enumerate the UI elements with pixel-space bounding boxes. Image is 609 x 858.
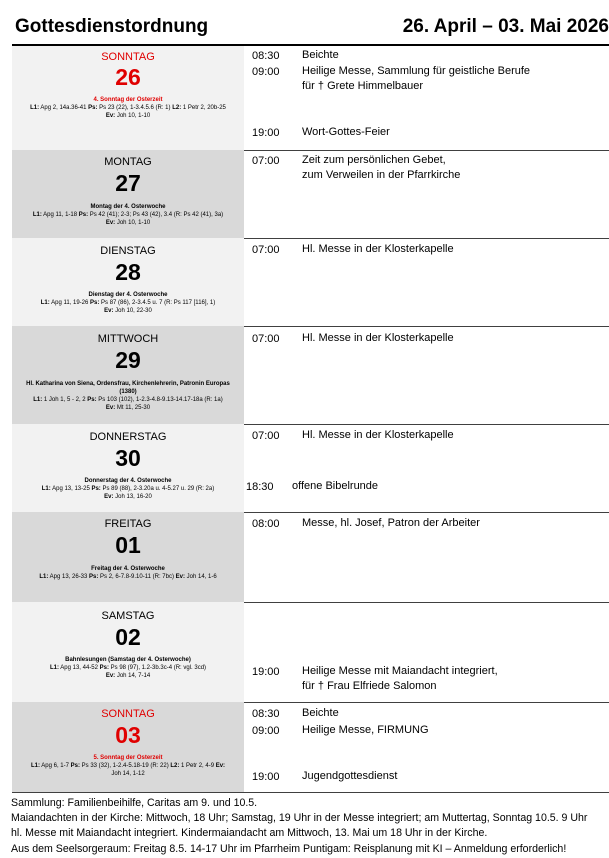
event-text-line: Messe, hl. Josef, Patron der Arbeiter [302, 517, 480, 529]
feast-name: Montag der 4. Osterwoche [90, 204, 166, 210]
reading-label: Ev: [104, 308, 114, 314]
reading-label: Ps: [91, 486, 101, 492]
readings [14, 573, 242, 581]
footer-line: hl. Messe mit Maiandacht integriert. Kindermaiandacht am Mittwoch, 13. Mai um 18 Uhr in der Kirche. [11, 827, 488, 840]
weekday-label: DONNERSTAG [89, 431, 167, 443]
reading-text: Apg 11, 19-26 [49, 300, 91, 306]
reading-text: Ps 23 (22), 1-3.4.5.6 (R: 1) [97, 105, 173, 111]
day-block [12, 46, 244, 150]
reading-line [14, 404, 242, 412]
reading-text: Apg 6, 1-7 [39, 763, 71, 769]
reading-label: L2: [172, 105, 182, 111]
event-text-line: Heilige Messe, FIRMUNG [302, 724, 429, 736]
weekday-label: SONNTAG [101, 708, 155, 720]
reading-label: Ev: [104, 494, 114, 500]
reading-text: Ps 103 (102), 1-2.3-4.8-9.13-14.17-18a (R: 1a) [96, 397, 223, 403]
row-divider [244, 702, 609, 703]
readings [14, 396, 242, 412]
event-text-line: Hl. Messe in der Klosterkapelle [302, 429, 454, 441]
reading-text: Apg 2, 14a.36-41 [39, 105, 89, 111]
reading-line [14, 396, 242, 404]
reading-line [14, 485, 242, 493]
reading-text: Ps 89 (88), 2-3.20a u. 4-5.27 u. 29 (R: 2a) [100, 486, 215, 492]
day-number: 27 [115, 170, 141, 196]
row-divider [12, 792, 609, 793]
reading-label: Ps: [89, 574, 99, 580]
day-number: 26 [115, 64, 141, 90]
reading-text: Joh 14, 1-12 [111, 771, 145, 777]
day-block [12, 702, 244, 792]
event-time: 19:00 [252, 771, 280, 783]
event-time: 19:00 [252, 127, 280, 139]
reading-label: Ps: [99, 665, 109, 671]
event-time: 07:00 [252, 155, 280, 167]
reading-text: 1 Petr 2, 4-9 [179, 763, 216, 769]
readings [14, 299, 242, 315]
readings [14, 211, 242, 227]
reading-text: Apg 13, 13-25 [50, 486, 92, 492]
weekday-label: DIENSTAG [100, 245, 156, 257]
reading-text: Ps 2, 6-7.8-9.10-11 (R: 7bc) [98, 574, 176, 580]
row-divider [244, 512, 609, 513]
reading-line [14, 299, 242, 307]
weekday-label: FREITAG [104, 518, 152, 530]
row-divider [244, 150, 609, 151]
reading-text: Ps 87 (86), 2-3.4.5 u. 7 (R: Ps 117 [116], 1) [99, 300, 216, 306]
event-description [302, 242, 454, 257]
weekday-label: SONNTAG [101, 51, 155, 63]
reading-text: Joh 14, 7-14 [115, 673, 151, 679]
event-description [302, 706, 339, 721]
reading-label: L2: [170, 763, 180, 769]
reading-label: Ev: [105, 220, 116, 226]
reading-label: Ps: [78, 212, 89, 218]
event-time: 08:00 [252, 518, 280, 530]
row-divider [244, 602, 609, 603]
reading-text: Apg 13, 26-33 [48, 574, 90, 580]
footer-line: Maiandachten in der Kirche: Mittwoch, 18 Uhr; Samstag, 19 Uhr in der Messe integriert; am Muttertag, Sonntag 10.5. 9 Uhr [11, 812, 588, 825]
event-time: 08:30 [252, 708, 280, 720]
reading-label: L1: [41, 486, 51, 492]
event-time: 07:00 [252, 244, 280, 256]
footer-line: Aus dem Seelsorgeraum: Freitag 8.5. 14-17 Uhr im Pfarrheim Puntigam: Reisplanung mit KI – Anmeldung erforderlich! [11, 842, 567, 855]
feast-name: Donnerstag der 4. Osterwoche [84, 478, 172, 484]
reading-label: L1: [40, 300, 50, 306]
reading-label: L1: [33, 397, 43, 403]
footer-notes [11, 796, 607, 857]
feast-name: Hl. Katharina von Siena, Ordensfrau, Kirchenlehrerin, Patronin Europas (1380) [26, 381, 230, 395]
feast-name: Dienstag der 4. Osterwoche [88, 292, 168, 298]
readings [14, 664, 242, 680]
event-text-line: für † Frau Elfriede Salomon [302, 680, 437, 692]
event-text-line: Hl. Messe in der Klosterkapelle [302, 243, 454, 255]
reading-label: Ps: [70, 763, 80, 769]
event-time: 07:00 [252, 333, 280, 345]
event-description [302, 48, 339, 63]
reading-text: Joh 13, 16-20 [113, 494, 152, 500]
day-number: 01 [115, 532, 141, 558]
readings [14, 485, 242, 501]
reading-line [14, 762, 242, 770]
reading-text: Apg 13, 44-52 [58, 665, 100, 671]
reading-label: Ev: [105, 113, 116, 119]
event-description [302, 64, 530, 94]
feast-name: Bahnlesungen (Samstag der 4. Osterwoche) [65, 657, 191, 663]
readings [14, 762, 242, 778]
day-number: 30 [115, 445, 141, 471]
reading-label: L1: [32, 212, 42, 218]
reading-text: 1 Joh 1, 5 - 2, 2 [42, 397, 88, 403]
reading-line [14, 664, 242, 672]
row-divider [244, 326, 609, 327]
reading-label: Ps: [90, 300, 100, 306]
reading-text: Joh 10, 1-10 [115, 220, 151, 226]
event-description [292, 479, 378, 494]
reading-text: 1 Petr 2, 20b-25 [181, 105, 226, 111]
reading-line [14, 219, 242, 227]
readings [14, 104, 242, 120]
reading-label: L1: [30, 763, 40, 769]
reading-label: Ev: [215, 763, 226, 769]
event-text-line: Beichte [302, 49, 339, 61]
day-block [12, 326, 244, 424]
event-description [302, 664, 498, 694]
reading-text: Mt 11, 25-30 [115, 405, 151, 411]
reading-line [14, 112, 242, 120]
reading-text: Joh 10, 22-30 [113, 308, 152, 314]
event-description [302, 769, 397, 784]
day-number: 28 [115, 259, 141, 285]
event-text-line: Heilige Messe mit Maiandacht integriert, [302, 665, 498, 677]
reading-text: Joh 10, 1-10 [115, 113, 151, 119]
event-text-line: Jugendgottesdienst [302, 770, 398, 782]
event-text-line: Hl. Messe in der Klosterkapelle [302, 332, 454, 344]
reading-text: Ps 42 (41); 2-3; Ps 43 (42), 3.4 (R: Ps 42 (41), 3a) [88, 212, 224, 218]
day-number: 02 [115, 624, 141, 650]
event-time: 09:00 [252, 725, 280, 737]
event-text-line: Beichte [302, 707, 339, 719]
reading-label: Ev: [175, 574, 185, 580]
page-header [12, 0, 609, 44]
event-time: 07:00 [252, 430, 280, 442]
day-block [12, 238, 244, 326]
reading-line [14, 770, 242, 778]
page-title: Gottesdienstordnung [15, 16, 209, 37]
reading-label: Ev: [105, 405, 116, 411]
event-time: 19:00 [252, 666, 280, 678]
event-description [302, 153, 460, 183]
day-number: 29 [115, 347, 141, 373]
event-description [302, 125, 390, 140]
reading-label: Ev: [105, 673, 116, 679]
reading-text: Joh 14, 1-6 [184, 574, 217, 580]
event-time: 18:30 [246, 481, 274, 493]
reading-line [14, 573, 242, 581]
day-block [12, 512, 244, 602]
weekday-label: MITTWOCH [97, 333, 159, 345]
reading-line [14, 307, 242, 315]
day-block [12, 602, 244, 702]
row-divider [244, 424, 609, 425]
reading-text: Ps 98 (97), 1.2-3b.3c-4 (R: vgl. 3cd) [109, 665, 207, 671]
event-time: 09:00 [252, 66, 280, 78]
reading-label: L1: [49, 665, 59, 671]
reading-line [14, 493, 242, 501]
date-range: 26. April – 03. Mai 2026 [402, 16, 609, 37]
reading-text: Ps 33 (32), 1-2.4-5.18-19 (R: 22) [79, 763, 171, 769]
reading-text: Apg 11, 1-18 [41, 212, 79, 218]
event-text-line: Wort-Gottes-Feier [302, 126, 390, 138]
reading-line [14, 104, 242, 112]
reading-label: Ps: [87, 397, 97, 403]
footer-line: Sammlung: Familienbeihilfe, Caritas am 9. und 10.5. [11, 797, 258, 809]
event-text-line: für † Grete Himmelbauer [302, 80, 424, 92]
day-block [12, 150, 244, 238]
reading-line [14, 672, 242, 680]
weekday-label: MONTAG [104, 156, 152, 168]
event-description [302, 723, 429, 738]
reading-label: Ps: [88, 105, 98, 111]
row-divider [244, 238, 609, 239]
event-time: 08:30 [252, 50, 280, 62]
feast-name: Freitag der 4. Osterwoche [91, 566, 165, 572]
feast-name: 4. Sonntag der Osterzeit [93, 97, 163, 103]
day-number: 03 [115, 722, 141, 748]
feast-name: 5. Sonntag der Osterzeit [93, 755, 163, 761]
event-description [302, 428, 454, 443]
event-text-line: Heilige Messe, Sammlung für geistliche Berufe [302, 65, 531, 77]
day-block [12, 424, 244, 512]
reading-label: L1: [30, 105, 40, 111]
event-description [302, 331, 454, 346]
weekday-label: SAMSTAG [101, 610, 155, 622]
event-text-line: zum Verweilen in der Pfarrkirche [302, 169, 461, 181]
event-description [302, 516, 480, 531]
reading-label: L1: [39, 574, 49, 580]
event-text-line: Zeit zum persönlichen Gebet, [302, 154, 446, 166]
reading-line [14, 211, 242, 219]
event-text-line: offene Bibelrunde [292, 480, 379, 492]
